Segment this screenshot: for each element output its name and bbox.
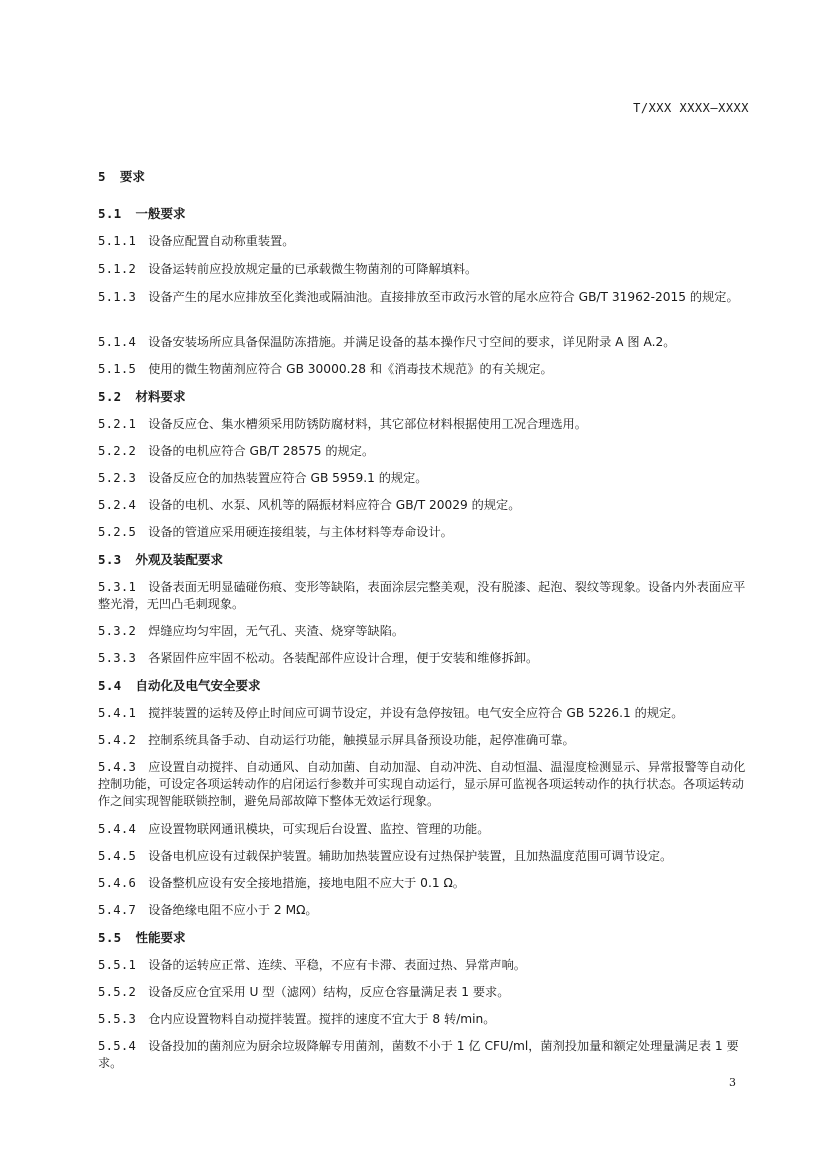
clause-number: 5.4.7 [98,903,137,917]
clause-number: 5 [98,169,106,184]
clause-number: 5.1 [98,206,122,221]
clause-number: 5.3.2 [98,624,137,638]
clause-number: 5.3.1 [98,580,137,594]
clause-text: 材料要求 [135,389,186,404]
clause-paragraph [98,470,750,487]
clause-paragraph [98,334,750,351]
clause-number: 5.3 [98,552,122,567]
clause-paragraph [98,524,750,541]
clause-text: 设备的运转应正常、连续、平稳，不应有卡滞、表面过热、异常声响。 [148,958,526,972]
clause-paragraph [98,1038,750,1072]
clause-number: 5.2.5 [98,525,137,539]
clause-number: 5.4.3 [98,760,137,774]
clause-text: 设备的电机应符合 GB/T 28575 的规定。 [148,444,375,458]
clause-number: 5.2.4 [98,498,137,512]
clause-text: 仓内应设置物料自动搅拌装置。搅拌的速度不宜大于 8 转/min。 [148,1012,496,1026]
clause-paragraph [98,821,750,838]
document-code: T/XXX XXXX—XXXX [633,101,749,115]
section-heading [98,168,750,185]
clause-text: 设备应配置自动称重装置。 [148,234,295,248]
clause-number: 5.2.1 [98,417,137,431]
clause-text: 设备电机应设有过载保护装置。辅助加热装置应设有过热保护装置，且加热温度范围可调节设定。 [148,849,673,863]
clause-paragraph [98,289,750,306]
clause-text: 设备安装场所应具备保温防冻措施。并满足设备的基本操作尺寸空间的要求，详见附录 A 图 A.2。 [148,335,676,349]
clause-paragraph [98,902,750,919]
clause-text: 控制系统具备手动、自动运行功能，触摸显示屏具备预设功能，起停准确可靠。 [148,733,575,747]
clause-text: 设备运转前应投放规定量的已承载微生物菌剂的可降解填料。 [148,262,478,276]
clause-text: 设备的管道应采用硬连接组装，与主体材料等寿命设计。 [148,525,453,539]
clause-number: 5.4.1 [98,706,137,720]
clause-number: 5.2.2 [98,444,137,458]
clause-number: 5.5 [98,930,122,945]
clause-number: 5.5.1 [98,958,137,972]
clause-number: 5.4.4 [98,822,137,836]
clause-paragraph [98,650,750,667]
clause-text: 设备反应仓宜采用 U 型（滤网）结构，反应仓容量满足表 1 要求。 [148,985,510,999]
clause-number: 5.4.2 [98,733,137,747]
clause-number: 5.5.3 [98,1012,137,1026]
clause-number: 5.1.3 [98,290,137,304]
clause-text: 各紧固件应牢固不松动。各装配部件应设计合理，便于安装和维修拆卸。 [148,651,539,665]
clause-number: 5.1.5 [98,362,137,376]
clause-text: 设备绝缘电阻不应小于 2 MΩ。 [148,903,318,917]
clause-paragraph [98,1011,750,1028]
clause-text: 设备反应仓、集水槽须采用防锈防腐材料，其它部位材料根据使用工况合理选用。 [148,417,587,431]
clause-text: 性能要求 [135,930,186,945]
clause-paragraph [98,759,750,810]
clause-text: 设备投加的菌剂应为厨余垃圾降解专用菌剂，菌数不小于 1 亿 CFU/ml，菌剂投加量和额定处理量满足表 1 要求。 [98,1039,739,1070]
clause-paragraph [98,705,750,722]
clause-number: 5.4.6 [98,876,137,890]
clause-text: 设备的电机、水泵、风机等的隔振材料应符合 GB/T 20029 的规定。 [148,498,521,512]
clause-number: 5.1.2 [98,262,137,276]
clause-paragraph [98,416,750,433]
clause-number: 5.4 [98,678,122,693]
clause-text: 应设置自动搅拌、自动通风、自动加菌、自动加湿、自动冲洗、自动恒温、温湿度检测显示、异常报警等自动化控制功能，可设定各项运转动作的启闭运行参数并可实现自动运行，显示屏可监视各项运转动作的执行状态。各项运转动作之间实现智能联锁控制，避免局部故障下整体无效运行现象。 [98,760,746,808]
clause-text: 一般要求 [135,206,186,221]
clause-text: 外观及装配要求 [135,552,223,567]
clause-number: 5.2 [98,389,122,404]
clause-paragraph [98,732,750,749]
clause-number: 5.5.4 [98,1039,137,1053]
clause-paragraph [98,497,750,514]
section-heading [98,929,750,946]
clause-number: 5.3.3 [98,651,137,665]
clause-paragraph [98,848,750,865]
clause-paragraph [98,984,750,1001]
section-heading [98,551,750,568]
clause-number: 5.1.4 [98,335,137,349]
clause-number: 5.1.1 [98,234,137,248]
section-heading [98,205,750,222]
clause-text: 要求 [119,169,145,184]
clause-text: 应设置物联网通讯模块，可实现后台设置、监控、管理的功能。 [148,822,490,836]
clause-paragraph [98,443,750,460]
clause-text: 设备反应仓的加热装置应符合 GB 5959.1 的规定。 [148,471,428,485]
clause-paragraph [98,261,750,278]
clause-paragraph [98,361,750,378]
clause-paragraph [98,233,750,250]
clause-text: 设备产生的尾水应排放至化粪池或隔油池。直接排放至市政污水管的尾水应符合 GB/T 31962-2015 的规定。 [148,290,739,304]
clause-number: 5.5.2 [98,985,137,999]
clause-text: 使用的微生物菌剂应符合 GB 30000.28 和《消毒技术规范》的有关规定。 [148,362,553,376]
clause-number: 5.2.3 [98,471,137,485]
clause-number: 5.4.5 [98,849,137,863]
section-heading [98,677,750,694]
section-heading [98,388,750,405]
page-number: 3 [729,1076,736,1089]
clause-paragraph [98,623,750,640]
clause-paragraph [98,875,750,892]
clause-text: 焊缝应均匀牢固，无气孔、夹渣、烧穿等缺陷。 [148,624,405,638]
clause-paragraph [98,957,750,974]
clause-text: 设备整机应设有安全接地措施，接地电阻不应大于 0.1 Ω。 [148,876,465,890]
clause-paragraph [98,579,750,613]
clause-text: 设备表面无明显磕碰伤痕、变形等缺陷，表面涂层完整美观，没有脱漆、起泡、裂纹等现象。设备内外表面应平整光滑，无凹凸毛刺现象。 [98,580,746,611]
clause-text: 搅拌装置的运转及停止时间应可调节设定，并设有急停按钮。电气安全应符合 GB 5226.1 的规定。 [148,706,684,720]
clause-text: 自动化及电气安全要求 [135,678,261,693]
